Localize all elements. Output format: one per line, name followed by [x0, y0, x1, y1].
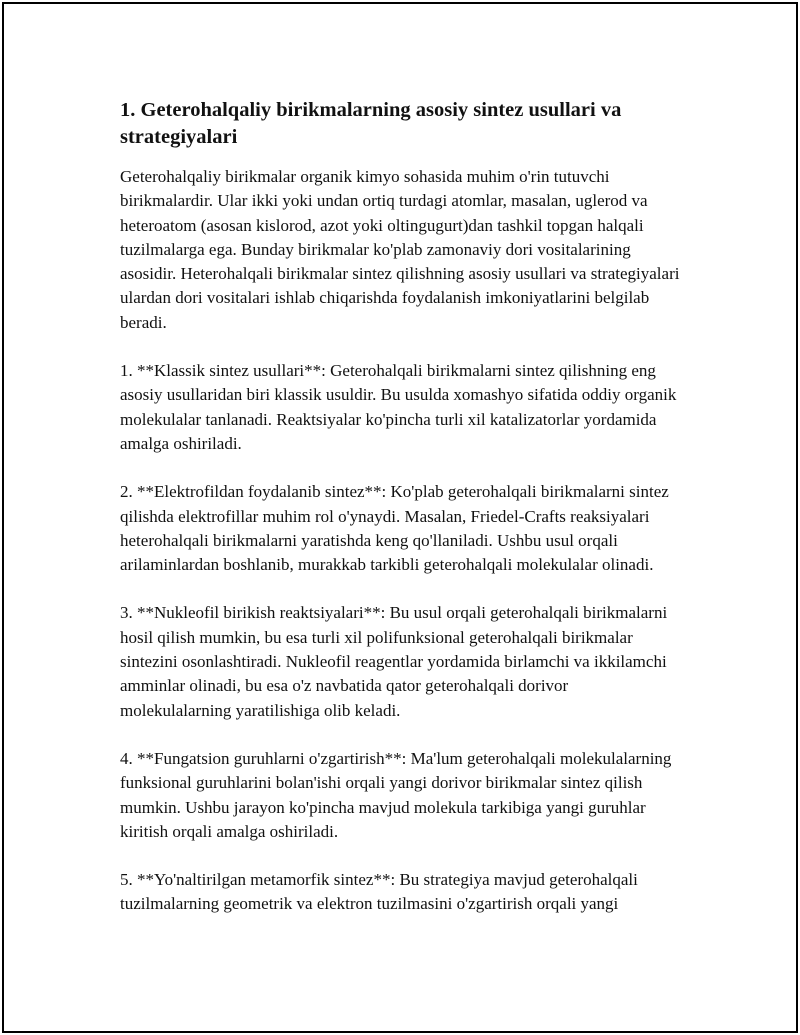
document-body: [120, 97, 680, 917]
paragraph-directed-synthesis: 5. **Yo'naltirilgan metamorfik sintez**: Bu strategiya mavjud geterohalqali tuzilmalarning geometrik va elektron tuzilmasini o'zgartirish orqali yangi: [120, 870, 638, 914]
paragraph-electrophile-synthesis: 2. **Elektrofildan foydalanib sintez**: Ko'plab geterohalqali birikmalarni sintez qilishda elektrofillar muhim rol o'ynaydi. Masalan, Friedel-Crafts reaksiyalari heterohalqali birikmalarni yaratishda keng qo'llaniladi. Ushbu usul orqali arilaminlardan boshlanib, murakkab tarkibli geterohalqali molekulalar olinadi.: [120, 482, 669, 575]
page-frame: [2, 2, 798, 1033]
paragraph-functional-groups: 4. **Fungatsion guruhlarni o'zgartirish**: Ma'lum geterohalqali molekulalarning funksional guruhlarini bolan'ishi orqali yangi dorivor birikmalar sintez qilish mumkin. Ushbu jarayon ko'pincha mavjud molekula tarkibiga yangi guruhlar kiritish orqali amalga oshiriladi.: [120, 748, 672, 841]
paragraph-nucleophile-reactions: 3. **Nukleofil birikish reaktsiyalari**: Bu usul orqali geterohalqali birikmalarni hosil qilish mumkin, bu esa turli xil polifunksional geterohalqali birikmalar sintezini osonlashtiradi. Nukleofil reagentlar yordamida birlamchi va ikkilamchi amminlar olinadi, bu esa o'z navbatida qator geterohalqali dorivor molekulalarning yaratilishiga olib keladi.: [120, 603, 668, 720]
paragraph-classic-synthesis: 1. **Klassik sintez usullari**: Geterohalqali birikmalarni sintez qilishning eng asosiy usullaridan biri klassik usuldir. Bu usulda xomashyo sifatida oddiy organik molekulalar tanlanadi. Reaktsiyalar ko'pincha turli xil katalizatorlar yordamida amalga oshiriladi.: [120, 361, 677, 453]
page-title: 1. Geterohalqaliy birikmalarning asosiy sintez usullari va strategiyalari: [120, 99, 622, 148]
intro-paragraph: Geterohalqaliy birikmalar organik kimyo sohasida muhim o'rin tutuvchi birikmalardir. Ular ikki yoki undan ortiq turdagi atomlar, masalan, uglerod va heteroatom (asosan kislorod, azot yoki oltingugurt)dan tashkil topgan halqali tuzilmalarga ega. Bunday birikmalar ko'plab zamonaviy dori vositalarining asosidir. Heterohalqali birikmalar sintez qilishning asosiy usullari va strategiyalari ulardan dori vositalari ishlab chiqarishda foydalanish imkoniyatlarini belgilab beradi.: [120, 167, 680, 332]
